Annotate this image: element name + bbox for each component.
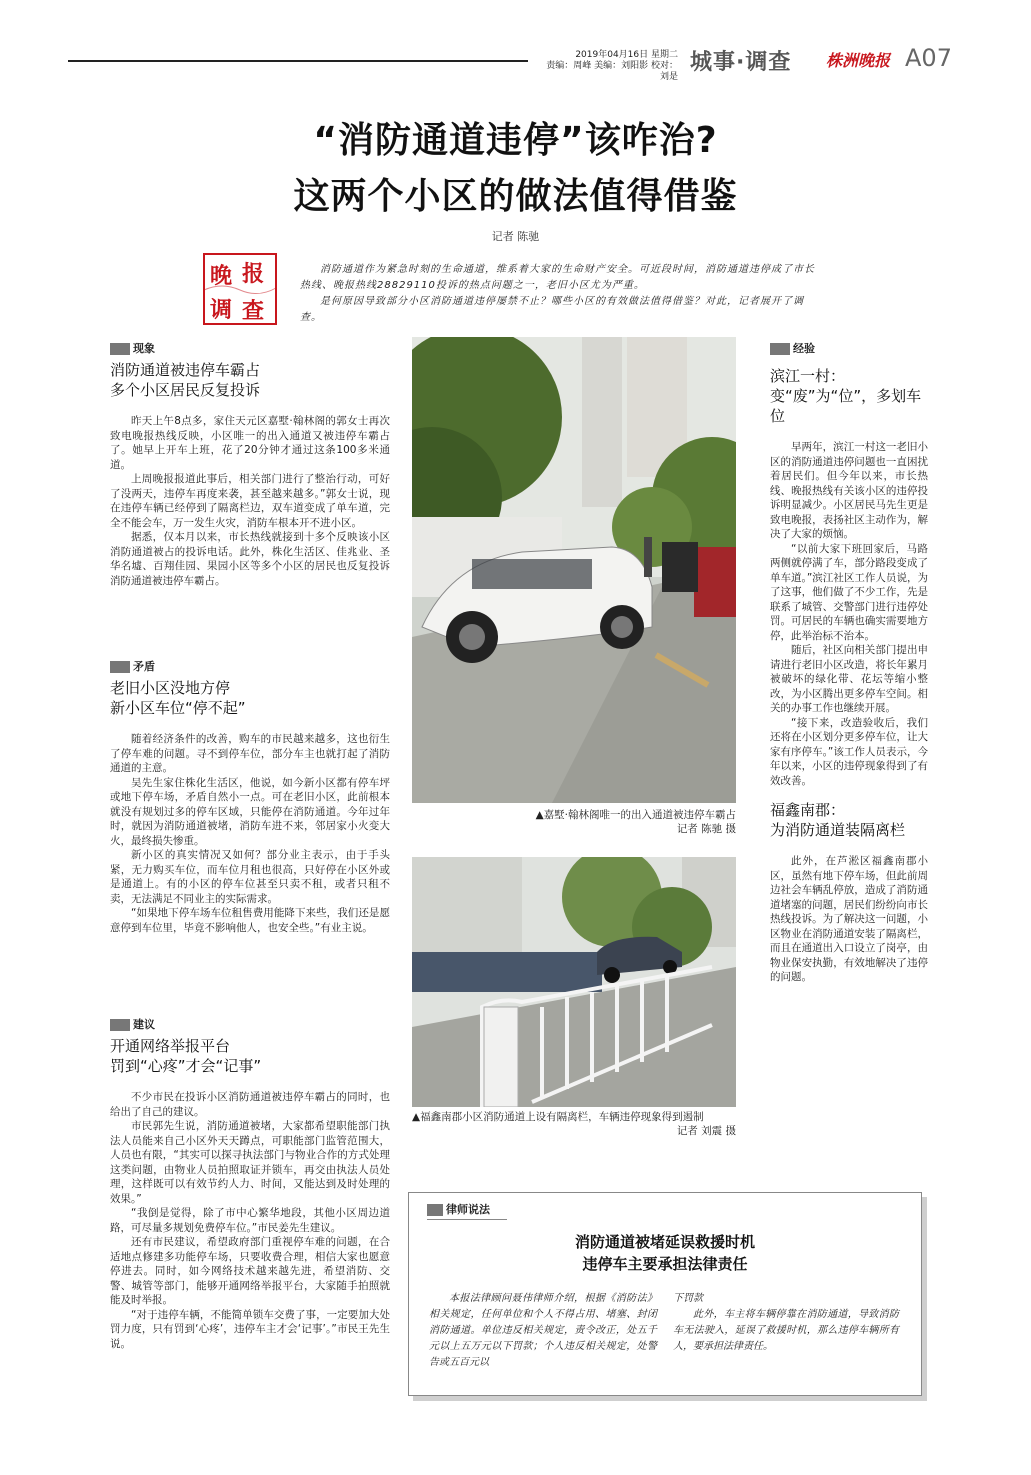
paragraph: 不少市民在投诉小区消防通道被违停车霸占的同时，也给出了自己的建议。 [110,1091,390,1118]
lawyer-box [408,1192,922,1396]
paragraph: “对于违停车辆，不能简单锁车交费了事，一定要加大处罚力度，只有罚到‘心疼’，违停车主才会‘记事’。”市民王先生说。 [110,1308,390,1350]
section-title-2: 罚到“心疼”才会“记事” [110,1057,262,1075]
section-experience [770,340,928,985]
paragraph: 此外，在芦淞区福鑫南郡小区，虽然有地下停车场，但此前周边社会车辆乱停放，造成了消防通道堵塞的问题，居民们纷纷向市长热线投诉。为了解决这一问题，小区物业在消防通道安装了隔离栏，而且在通道出入口设立了岗亭，由物业保安执勤，有效地解决了违停的问题。 [770,855,928,983]
date-staff [538,50,678,83]
section-tag: 矛盾 [110,658,390,674]
paragraph: 还有市民建议，希望政府部门重视停车难的问题，在合适地点修建多功能停车场，只要收费合理，相信大家也愿意停进去。同时，如今网络技术越来越先进，希望消防、交警、城管等部门，能够开通网络举报平台，大家随手拍照就能及时举报。 [110,1236,390,1306]
intro-para-1: 消防通道作为紧急时刻的生命通道，维系着大家的生命财产安全。可近段时间，消防通道违停成了市长热线、晚报热线28829110投诉的热点问题之一，老旧小区尤为严重。 [300,264,815,291]
photo2-caption [412,1110,736,1138]
lawyer-title-2: 违停车主要承担法律责任 [582,1255,748,1273]
paragraph: “以前大家下班回家后，马路两侧就停满了车，部分路段变成了单车道。”滨江社区工作人员说，为了这事，他们做了不少工作，先是联系了城管、交警部门进行违停处罚。可居民的车辆也确实需要地方停，此举治标不治本。 [770,542,928,642]
stamp-char-2: 报 [242,261,265,287]
paragraph: 随后，社区向相关部门提出申请进行老旧小区改造，将长年累月被破坏的绿化带、花坛等缩小整改，为小区腾出更多停车空间。相关的办事工作也继续开展。 [770,644,928,714]
photo-illegal-parking [412,337,736,803]
caption-credit: 记者 刘震 摄 [676,1125,736,1137]
intro-para-2: 是何原因导致部分小区消防通道违停屡禁不止？哪些小区的有效做法值得借鉴？对此，记者展开了调查。 [300,296,804,323]
section-tag: 现象 [110,340,390,356]
paragraph: 新小区的真实情况又如何？部分业主表示，由于手头紧，无力购买车位，而车位月租也很高，只好停在小区外或是通道上。有的小区的停车位甚至只卖不租，或者只租不卖，无法满足不同业主的实际需求。 [110,849,390,905]
section-contradiction [110,658,390,935]
paragraph: 昨天上午8点多，家住天元区嘉墅·翰林阁的郭女士再次致电晚报热线反映，小区唯一的出入通道又被违停车霸占了。她早上开车上班，花了20分钟才通过这条100多米通道。 [110,415,390,471]
headline-line2: 这两个小区的做法值得借鉴 [293,176,738,217]
newspaper-logo: 株洲晚报 [826,51,891,70]
section-body [110,732,390,935]
section-tag: 经验 [770,340,928,356]
paragraph: 市民郭先生说，消防通道被堵，大家都希望职能部门执法人员能来自己小区外天天蹲点，可职能部门监管范围大，人员也有限，“其实可以探寻执法部门与物业合作的方式处理这类问题，由物业人员拍照取证并锁车，再交由执法人员处理，这样既可以有效节约人力、时间，又能达到及时处理的效果。” [110,1120,390,1205]
caption-credit: 记者 陈驰 摄 [676,823,736,835]
lawyer-title-1: 消防通道被堵延误救援时机 [574,1233,755,1251]
byline: 记者 陈驰 [491,230,540,243]
section-title-3: 福鑫南郡： [770,801,846,819]
photo-isolation-fence [412,857,736,1107]
section-body [110,414,390,588]
section-title-2: 多个小区居民反复投诉 [110,381,261,399]
section-suggestion [110,1016,390,1351]
paragraph: 此外，车主将车辆停靠在消防通道，导致消防车无法驶入，延误了救援时机，那么违停车辆所有人，要承担法律责任。 [673,1309,899,1352]
section-name: 城事·调查 [690,50,792,75]
stamp-graphic [202,252,278,326]
paragraph: “如果地下停车场车位租售费用能降下来些，我们还是愿意停到车位里，毕竟不影响他人，也安全些。”有业主说。 [110,907,390,934]
section-tag: 建议 [110,1016,390,1032]
page-number: A07 [905,44,952,72]
section-title-1: 老旧小区没地方停 [110,679,231,697]
section-body-2 [770,854,928,985]
section-phenomenon [110,340,390,588]
section-title-1: 消防通道被违停车霸占 [110,361,261,379]
intro-paragraph [300,262,818,326]
section-title-1: 滨江一村： [770,367,846,385]
section-body [770,440,928,788]
photo1-caption [500,808,736,836]
lawyer-title [409,1231,921,1275]
lawyer-col-2 [673,1291,899,1355]
caption-text: ▲嘉墅·翰林阁唯一的出入通道被违停车霸占 [535,809,736,821]
stamp-char-4: 查 [242,298,265,324]
stamp-char-3: 调 [210,297,233,323]
paragraph: 随着经济条件的改善，购车的市民越来越多，这也衍生了停车难的问题。寻不到停车位，部分车主也就打起了消防通道的主意。 [110,733,390,774]
section-title-1: 开通网络举报平台 [110,1037,231,1055]
staff-credits: 责编：周峰 美编：刘阳影 校对：刘是 [546,61,678,82]
section-title-2: 变“废”为“位”，多划车位 [770,387,922,425]
issue-date: 2019年04月16日 星期二 [575,50,678,60]
paragraph: 吴先生家住株化生活区，他说，如今新小区都有停车坪或地下停车场，矛盾自然小一点。可在老旧小区，此前根本就没有规划过多的停车区域，只能停在消防通道。今年过年时，就因为消防通道被堵，消防车进不来，邻居家小火变大火，最终损失惨重。 [110,776,390,847]
paragraph: 据悉，仅本月以来，市长热线就接到十多个反映该小区消防通道被占的投诉电话。此外，株化生活区、佳兆业、圣华名墟、百翔佳园、果园小区等多个小区的居民也反复投诉消防通道被违停车霸占。 [110,531,390,587]
paragraph: 上周晚报报道此事后，相关部门进行了整治行动，可好了没两天，违停车再度来袭，甚至越来越多。”郭女士说，现在违停车辆已经停到了隔离栏边，双车道变成了单车道，完全不能会车，万一发生火灾，消防车根本开不进小区。 [110,473,390,529]
lawyer-col-1 [429,1291,657,1371]
paragraph: 下罚款 [673,1293,703,1304]
headline-line1: “消防通道违停”该咋治? [313,120,718,161]
section-title-4: 为消防通道装隔离栏 [770,821,906,839]
paragraph: “我倒是觉得，除了市中心繁华地段，其他小区周边道路，可尽量多规划免费停车位。”市民姜先生建议。 [110,1207,390,1234]
paragraph: 本报法律顾问聂伟律师介绍，根据《消防法》相关规定，任何单位和个人不得占用、堵塞、封闭消防通道。单位违反相关规定，责令改正，处五千元以上五万元以下罚款；个人违反相关规定，处警告或五百元以 [429,1293,657,1368]
lawyer-tag: 律师说法 [427,1201,490,1217]
paragraph: “接下来，改造验收后，我们还将在小区划分更多停车位，让大家有序停车。”该工作人员表示，今年以来，小区的违停现象得到了有效改善。 [770,716,928,787]
section-title-2: 新小区车位“停不起” [110,699,246,717]
caption-text: ▲福鑫南郡小区消防通道上设有隔离栏，车辆违停现象得到遏制 [412,1111,704,1123]
section-body [110,1090,390,1351]
report-stamp [202,252,278,326]
header-rule [68,60,528,62]
paragraph: 早两年，滨江一村这一老旧小区的消防通道违停问题也一直困扰着居民们。但今年以来，市长热线、晚报热线有关该小区的违停投诉明显减少。小区居民马先生更是致电晚报，表扬社区主动作为，解决了大家的烦恼。 [770,441,928,540]
stamp-char-1: 晚 [210,263,233,289]
